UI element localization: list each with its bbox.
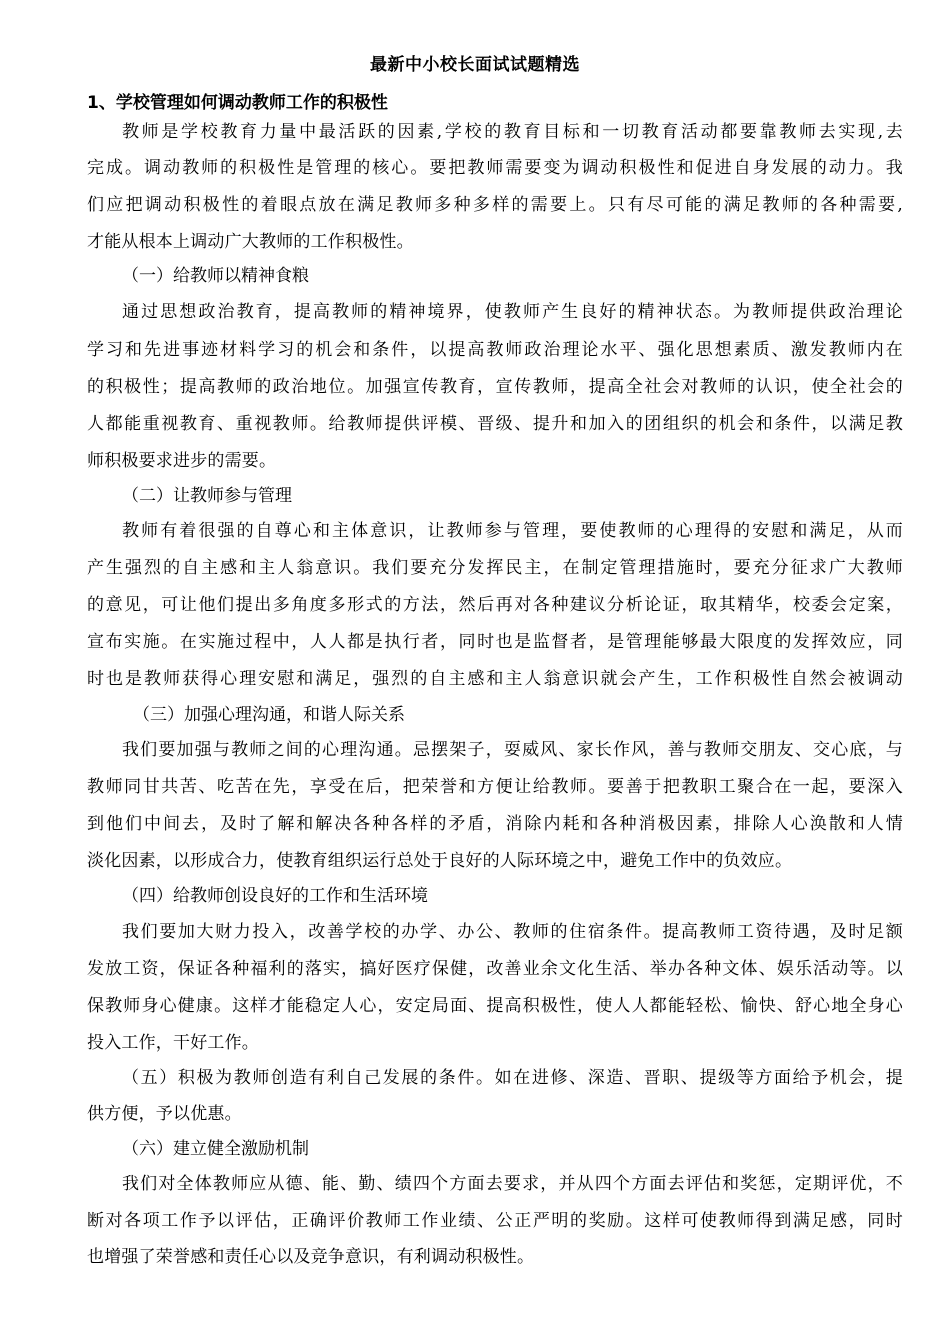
paragraph-line: 师积极要求进步的需要。 xyxy=(87,451,277,471)
section-heading: （三）加强心理沟通，和谐人际关系 xyxy=(133,705,405,725)
paragraph-line: 我们对全体教师应从德、能、勤、绩四个方面去要求，并从四个方面去评估和奖惩，定期评优，不 xyxy=(122,1174,903,1194)
paragraph-line: 人都能重视教育、重视教师。给教师提供评模、晋级、提升和加入的团组织的机会和条件，以满足教 xyxy=(87,414,903,434)
paragraph-line: 发放工资，保证各种福利的落实，搞好医疗保健，改善业余文化生活、举办各种文体、娱乐活动等。以 xyxy=(87,959,903,979)
paragraph-line: 通过思想政治教育，提高教师的精神境界，使教师产生良好的精神状态。为教师提供政治理论 xyxy=(122,302,903,322)
paragraph-line: 的积极性；提高教师的政治地位。加强宣传教育，宣传教师，提高全社会对教师的认识，使全社会的 xyxy=(87,377,903,397)
paragraph-line: 才能从根本上调动广大教师的工作积极性。 xyxy=(87,232,414,252)
document-title: 最新中小校长面试试题精选 xyxy=(370,55,580,75)
paragraph-line: 教师有着很强的自尊心和主体意识，让教师参与管理，要使教师的心理得的安慰和满足，从而 xyxy=(122,521,903,541)
paragraph-line: 断对各项工作予以评估，正确评价教师工作业绩、公正严明的奖励。这样可使教师得到满足感，同时 xyxy=(87,1211,903,1231)
paragraph-line: （五）积极为教师创造有利自己发展的条件。如在进修、深造、晋职、提级等方面给予机会，提 xyxy=(122,1068,903,1088)
paragraph-line: 学习和先进事迹材料学习的机会和条件，以提高教师政治理论水平、强化思想素质、激发教师内在 xyxy=(87,340,903,360)
paragraph-line: 产生强烈的自主感和主人翁意识。我们要充分发挥民主，在制定管理措施时，要充分征求广大教师 xyxy=(87,558,903,578)
paragraph-line: 保教师身心健康。这样才能稳定人心，安定局面、提高积极性，使人人都能轻松、愉快、舒心地全身心 xyxy=(87,996,903,1016)
section-heading: （二）让教师参与管理 xyxy=(122,486,292,506)
paragraph-line: 时也是教师获得心理安慰和满足，强烈的自主感和主人翁意识就会产生，工作积极性自然会被调动 xyxy=(87,669,903,689)
paragraph-line: 们应把调动积极性的着眼点放在满足教师多种多样的需要上。只有尽可能的满足教师的各种需要, xyxy=(87,195,903,215)
paragraph-line: 宣布实施。在实施过程中，人人都是执行者，同时也是监督者，是管理能够最大限度的发挥效应，同 xyxy=(87,632,903,652)
paragraph-line: 也增强了荣誉感和责任心以及竞争意识，有利调动积极性。 xyxy=(87,1247,535,1267)
paragraph-line: 到他们中间去，及时了解和解决各种各样的矛盾，消除内耗和各种消极因素，排除人心涣散和人情 xyxy=(87,814,903,834)
paragraph-line: 完成。调动教师的积极性是管理的核心。要把教师需要变为调动积极性和促进自身发展的动力。我 xyxy=(87,158,903,178)
section-heading: （四）给教师创设良好的工作和生活环境 xyxy=(122,886,428,906)
paragraph-line: 投入工作，干好工作。 xyxy=(87,1033,259,1053)
paragraph-line: 淡化因素，以形成合力，使教育组织运行总处于良好的人际环境之中，避免工作中的负效应。 xyxy=(87,851,793,871)
paragraph-line: 教师是学校教育力量中最活跃的因素,学校的教育目标和一切教育活动都要靠教师去实现,去 xyxy=(122,122,903,142)
question-heading: 1、学校管理如何调动教师工作的积极性 xyxy=(87,93,388,113)
paragraph-line: 供方便，予以优惠。 xyxy=(87,1104,242,1124)
section-heading: （六）建立健全激励机制 xyxy=(122,1139,309,1159)
paragraph-line: 的意见，可让他们提出多角度多形式的方法，然后再对各种建议分析论证，取其精华，校委会定案， xyxy=(87,595,903,615)
paragraph-line: 教师同甘共苦、吃苦在先，享受在后，把荣誉和方便让给教师。要善于把教职工聚合在一起，要深入 xyxy=(87,777,903,797)
paragraph-line: 我们要加强与教师之间的心理沟通。忌摆架子，耍威风、家长作风，善与教师交朋友、交心底，与 xyxy=(122,740,903,760)
paragraph-line: 我们要加大财力投入，改善学校的办学、办公、教师的住宿条件。提高教师工资待遇，及时足额 xyxy=(122,922,903,942)
section-heading: （一）给教师以精神食粮 xyxy=(122,266,309,286)
